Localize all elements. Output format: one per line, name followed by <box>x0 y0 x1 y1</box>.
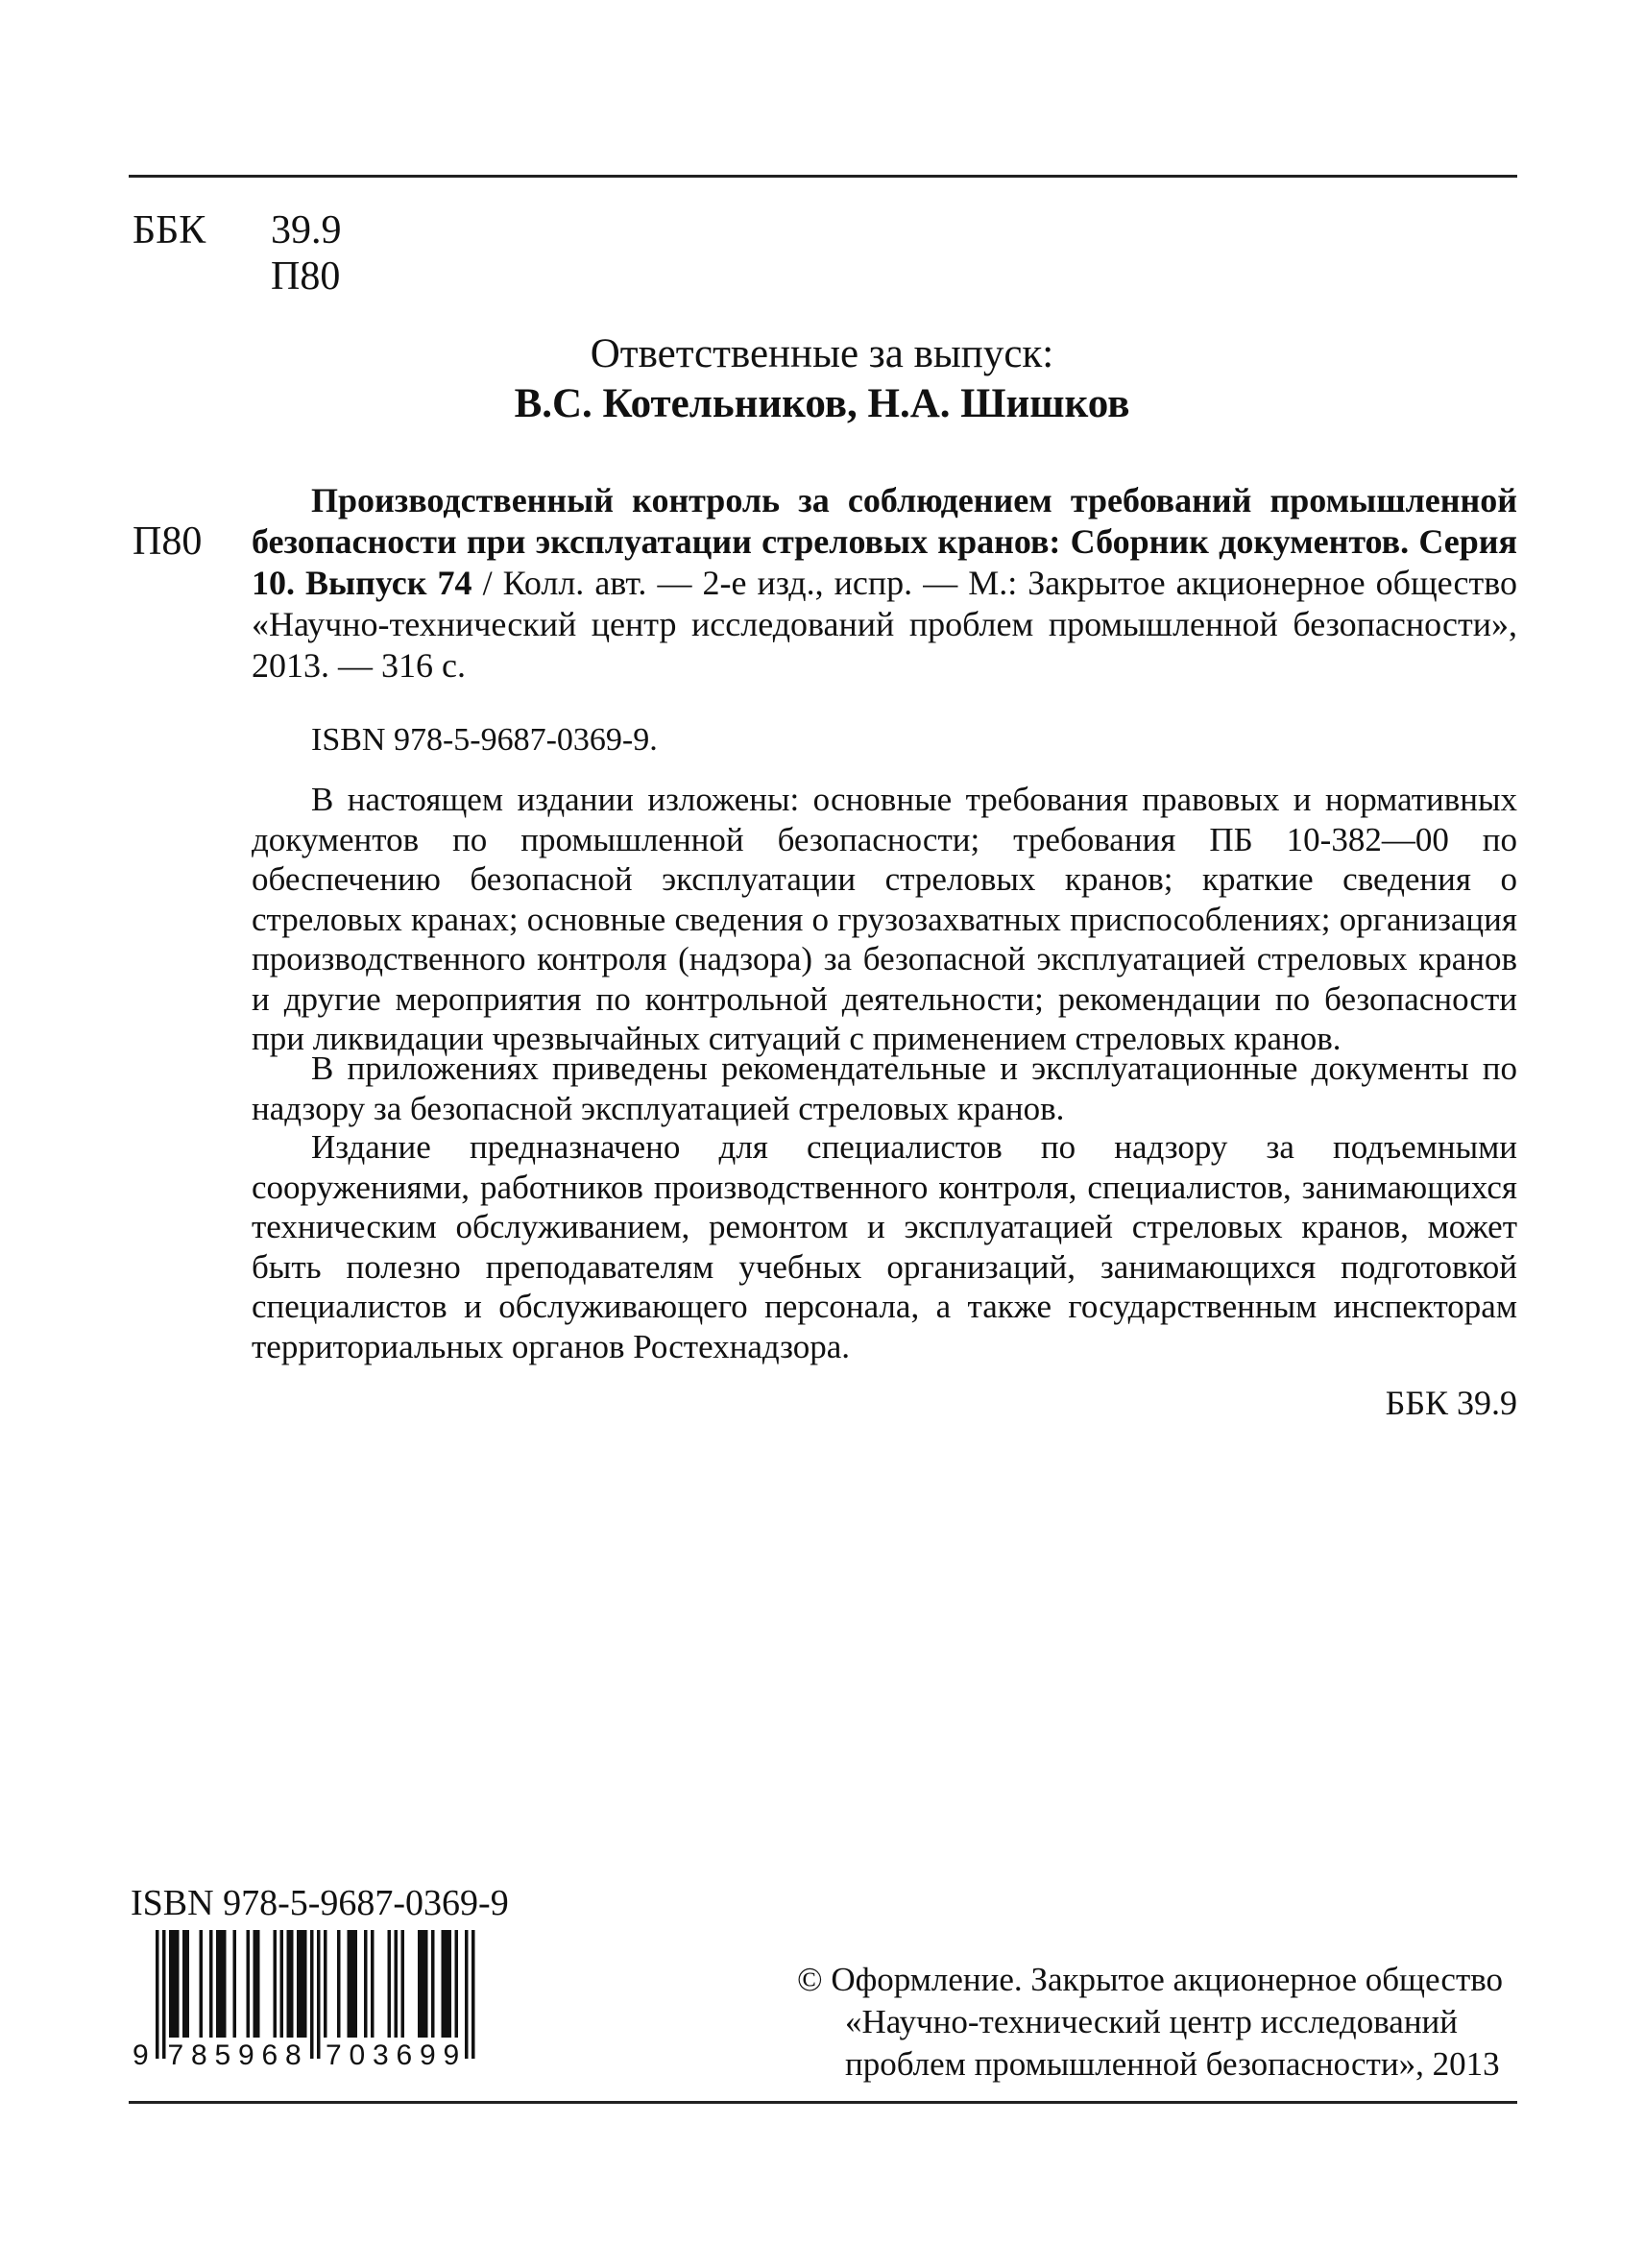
bottom-rule <box>129 2101 1517 2104</box>
barcode-bar <box>254 1930 257 2038</box>
barcode-bar <box>351 1930 354 2038</box>
barcode-bar <box>337 1930 341 2038</box>
barcode-digit: 9 <box>133 2039 149 2071</box>
responsible-label: Ответственные за выпуск: <box>590 331 1054 376</box>
barcode-icon <box>131 1930 534 2074</box>
barcode-bar <box>354 1930 358 2038</box>
copyright-line: проблем промышленной безопасности», 2013 <box>845 2045 1500 2083</box>
barcode-bar <box>182 1930 186 2038</box>
barcode-bar <box>176 1930 180 2038</box>
barcode-bar <box>200 1930 204 2038</box>
copyright-line: © Оформление. Закрытое акционерное общество <box>797 1961 1504 1998</box>
barcode-digit: 6 <box>261 2039 278 2071</box>
barcode-digit: 9 <box>238 2039 254 2071</box>
barcode-bar <box>280 1930 284 2038</box>
barcode-bar <box>401 1930 405 2038</box>
barcode-digit: 0 <box>349 2039 366 2071</box>
barcode-bar <box>348 1930 351 2038</box>
barcode-bar <box>310 1930 314 2059</box>
barcode-bar <box>247 1930 251 2038</box>
barcode-bar <box>297 1930 301 2038</box>
barcode-digit: 8 <box>191 2039 207 2071</box>
barcode-digit: 7 <box>167 2039 184 2071</box>
barcode-bar <box>371 1930 375 2038</box>
barcode-bar <box>156 1930 159 2059</box>
author-mark: П80 <box>271 254 341 299</box>
barcode-bar <box>223 1930 227 2038</box>
barcode-bar <box>301 1930 304 2038</box>
barcode-digit: 9 <box>420 2039 436 2071</box>
publication-info: / Колл. авт. — 2-е изд., испр. — М.: Закрытое акционерное общество «Научно-технический центр исследований проблем промышленной безопасности», 2013. — 316 с. <box>252 564 1518 685</box>
barcode-bar <box>287 1930 291 2038</box>
barcode-bar <box>442 1930 446 2038</box>
barcode-bar <box>290 1930 294 2038</box>
barcode-bar <box>324 1930 327 2038</box>
barcode-bar <box>471 1930 475 2059</box>
barcode-bar <box>186 1930 190 2038</box>
annotation-paragraph: В приложениях приведены рекомендательные и эксплуатационные документы по надзору за безопасной эксплуатацией стреловых кранов. <box>252 1050 1517 1127</box>
barcode-bar <box>162 1930 166 2059</box>
bbk-label: ББК <box>133 208 206 253</box>
barcode-bar <box>173 1930 177 2038</box>
bbk-code: 39.9 <box>271 208 342 253</box>
annotation-paragraph: Издание предназначено для специалистов по надзору за подъемными сооружениями, работников производственного контроля, специалистов, занимающихся техническим обслуживанием, ремонтом и эксплуатацией стреловых кранов, может быть полезно преподавателям учебных организаций, занимающихся подготовкой специалистов и обслуживающего персонала, а также государственным инспекторам территориальных органов Ростехнадзора. <box>252 1128 1517 1365</box>
barcode-bar <box>303 1930 307 2038</box>
barcode-bar <box>395 1930 399 2038</box>
barcode-digit: 8 <box>285 2039 302 2071</box>
barcode-digit: 7 <box>326 2039 342 2071</box>
barcode-bar <box>274 1930 278 2038</box>
top-rule <box>129 175 1517 178</box>
barcode-bar <box>233 1930 237 2038</box>
isbn-line: ISBN 978-5-9687-0369-9. <box>311 722 658 758</box>
barcode-bar <box>317 1930 321 2059</box>
barcode-digit: 5 <box>214 2039 231 2071</box>
side-author-mark: П80 <box>133 519 203 564</box>
barcode-bar <box>448 1930 452 2038</box>
barcode-bar <box>364 1930 368 2038</box>
bibliographic-description <box>252 480 1517 687</box>
annotation-paragraph: В настоящем издании изложены: основные требования правовых и нормативных документов по промышленной безопасности; требования ПБ 10-382—00 по обеспечению безопасной эксплуатации стреловых кранов; краткие сведения о стреловых кранах; основные сведения о грузозахватных приспособлениях; организация производственного контроля (надзора) за безопасной эксплуатацией стреловых кранов и другие мероприятия по контрольной деятельности; рекомендации по безопасности при ликвидации чрезвычайных ситуаций с применением стреловых кранов. <box>252 781 1517 1057</box>
barcode-digit: 6 <box>396 2039 413 2071</box>
book-title: Производственный контроль за соблюдением требований промышленной безопасности при эксплуатации стреловых кранов: Сборник документов. Серия 10. Выпуск 74 <box>252 481 1517 602</box>
barcode-isbn-text: ISBN 978-5-9687-0369-9 <box>131 1883 509 1923</box>
copyright-notice <box>797 1959 1517 2086</box>
barcode-bar <box>388 1930 392 2038</box>
barcode-bar <box>220 1930 224 2038</box>
barcode-bar <box>422 1930 425 2038</box>
copyright-line: «Научно-технический центр исследований <box>845 2003 1459 2040</box>
barcode-bar <box>169 1930 173 2038</box>
barcode-bar <box>418 1930 422 2038</box>
barcode-bar <box>465 1930 469 2059</box>
barcode-bar <box>455 1930 459 2038</box>
barcode-bar <box>216 1930 220 2038</box>
barcode-bar <box>256 1930 260 2038</box>
barcode-digit: 3 <box>373 2039 389 2071</box>
barcode-bar <box>424 1930 428 2038</box>
responsible-names: В.С. Котельников, Н.А. Шишков <box>514 381 1130 426</box>
barcode-bar <box>445 1930 448 2038</box>
barcode-bar <box>431 1930 435 2038</box>
isbn-barcode-block <box>131 1882 544 2074</box>
barcode-bar <box>209 1930 213 2038</box>
bbk-classification: ББК 39.9 <box>1385 1384 1517 1422</box>
barcode-digit: 9 <box>443 2039 460 2071</box>
